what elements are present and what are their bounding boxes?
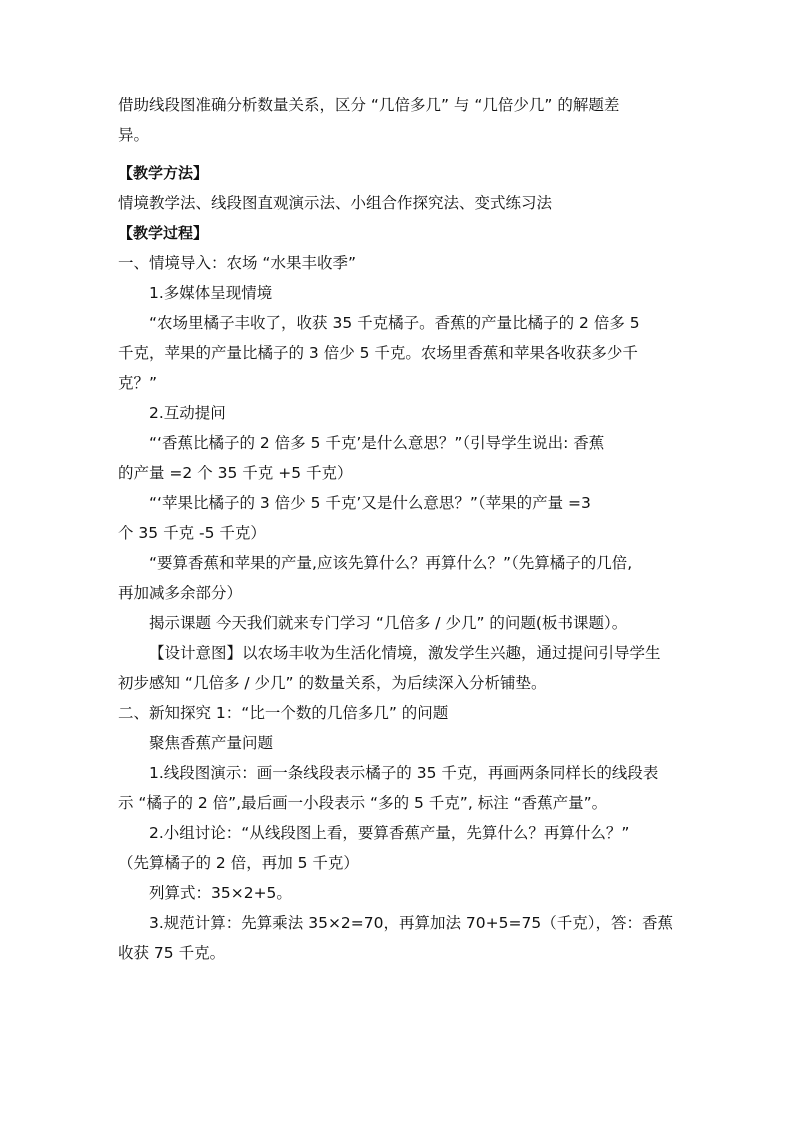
paragraph-line: “农场里橘子丰收了，收获 35 千克橘子。香蕉的产量比橘子的 2 倍多 5 (149, 314, 640, 332)
paragraph-line: 聚焦香蕉产量问题 (149, 734, 274, 752)
part-heading-explore: 二、新知探究 1：“比一个数的几倍多几” 的问题 (118, 704, 449, 722)
design-intent-line: 初步感知 “几倍多 / 少几” 的数量关系，为后续深入分析铺垫。 (118, 674, 547, 692)
paragraph-line: 揭示课题 今天我们就来专门学习 “几倍多 / 少几” 的问题(板书课题）。 (149, 614, 628, 632)
paragraph-line: 1.线段图演示：画一条线段表示橘子的 35 千克，再画两条同样长的线段表 (149, 764, 659, 782)
step-heading: 1.多媒体呈现情境 (149, 284, 273, 302)
paragraph-line: 示 “橘子的 2 倍”,最后画一小段表示 “多的 5 千克”, 标注 “香蕉产量”。 (118, 794, 608, 812)
methods-text: 情境教学法、线段图直观演示法、小组合作探究法、变式练习法 (118, 194, 553, 212)
paragraph-line: 3.规范计算：先算乘法 35×2=70，再算加法 70+5=75（千克），答：香蕉 (149, 914, 673, 932)
design-intent-line: 【设计意图】以农场丰收为生活化情境，激发学生兴趣，通过提问引导学生 (149, 644, 661, 662)
paragraph-line: 克？” (118, 374, 158, 392)
paragraph-line: （先算橘子的 2 倍，再加 5 千克） (118, 854, 359, 872)
paragraph-line: 千克，苹果的产量比橘子的 3 倍少 5 千克。农场里香蕉和苹果各收获多少千 (118, 344, 638, 362)
paragraph-line: 个 35 千克 -5 千克） (118, 524, 266, 542)
paragraph-line: “要算香蕉和苹果的产量,应该先算什么？再算什么？”（先算橘子的几倍, (149, 554, 633, 572)
document-body (118, 90, 678, 968)
objective-text-line: 异。 (118, 126, 150, 144)
paragraph-line: 2.小组讨论：“从线段图上看，要算香蕉产量，先算什么？再算什么？” (149, 824, 630, 842)
paragraph-line: 再加减多余部分） (118, 584, 243, 602)
paragraph-line: 列算式：35×2+5。 (149, 884, 292, 902)
paragraph-line: 收获 75 千克。 (118, 944, 226, 962)
section-heading-methods: 【教学方法】 (118, 164, 209, 182)
paragraph-line: 的产量 =2 个 35 千克 +5 千克） (118, 464, 353, 482)
objective-text-line: 借助线段图准确分析数量关系，区分 “几倍多几” 与 “几倍少几” 的解题差 (118, 96, 620, 114)
part-heading-intro: 一、情境导入：农场 “水果丰收季” (118, 254, 356, 272)
paragraph-line: “‘苹果比橘子的 3 倍少 5 千克’又是什么意思？”（苹果的产量 =3 (149, 494, 591, 512)
paragraph-line: “‘香蕉比橘子的 2 倍多 5 千克’是什么意思？”（引导学生说出: 香蕉 (149, 434, 605, 452)
step-heading: 2.互动提问 (149, 404, 226, 422)
section-heading-process: 【教学过程】 (118, 224, 209, 242)
